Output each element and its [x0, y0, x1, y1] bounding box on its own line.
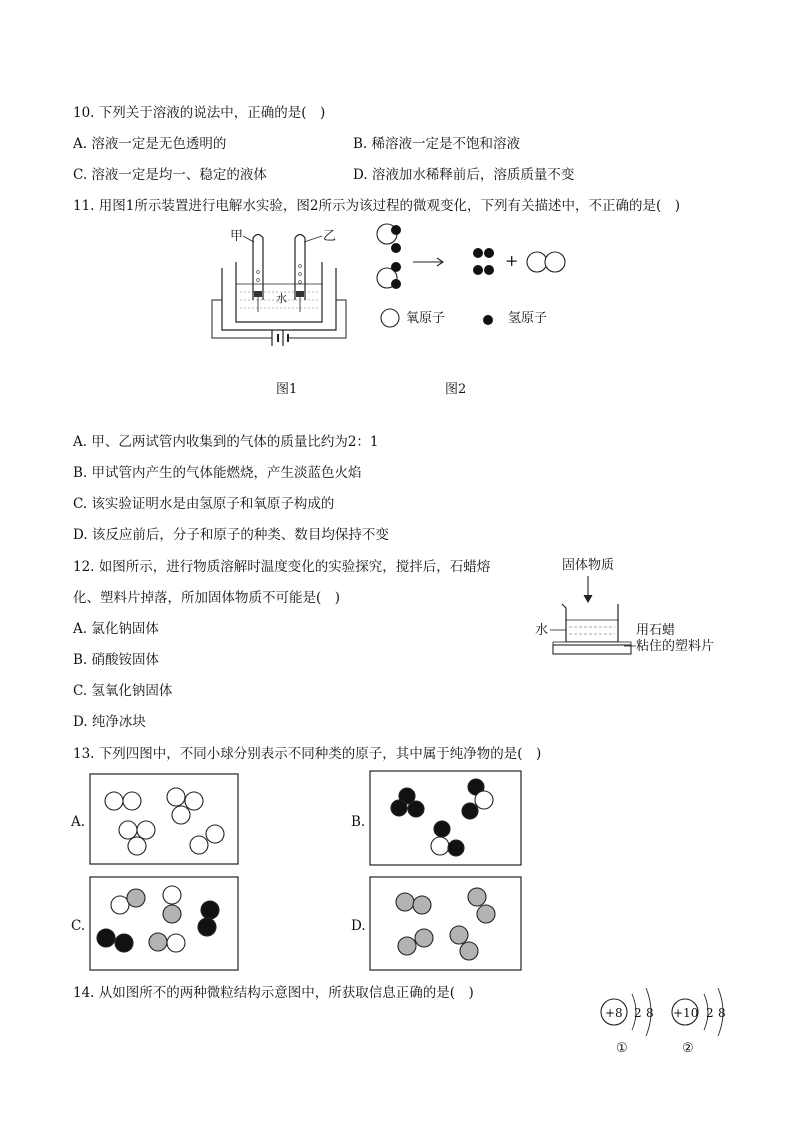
q13-label-d: D. [351, 918, 366, 934]
q12-stem-line2: 化、塑料片掉落，所加固体物质不可能是( ) [73, 590, 341, 606]
q12-option-a: A. 氯化钠固体 [73, 621, 159, 637]
q13-stem: 13. 下列四图中，不同小球分别表示不同种类的原子，其中属于纯净物的是( ) [73, 746, 542, 762]
q12-fig-water-label: 水 [535, 623, 549, 638]
q14-atom2-shell2: 8 [718, 1006, 726, 1020]
q11-fig1-caption: 图1 [276, 382, 298, 397]
q13-label-b: B. [351, 814, 366, 830]
q10-option-c: C. 溶液一定是均一、稳定的液体 [73, 167, 267, 183]
q11-fig2-plus: + [505, 251, 519, 270]
q11-fig2-caption: 图2 [445, 382, 467, 397]
q13-label-a: A. [71, 814, 86, 830]
q11-option-c: C. 该实验证明水是由氢原子和氧原子构成的 [73, 496, 335, 512]
q10-stem: 10. 下列关于溶液的说法中，正确的是( ) [73, 105, 326, 121]
q11-fig2-legend-hydrogen: 氢原子 [508, 311, 548, 326]
q12-fig-solid-label: 固体物质 [562, 558, 615, 573]
q14-atom2-nucleus: +10 [673, 1006, 699, 1020]
q14-atom1-shell2: 8 [646, 1006, 654, 1020]
q12-fig-wax-label-2: 粘住的塑料片 [636, 639, 715, 654]
q13-label-c: C. [71, 918, 86, 934]
q12-option-c: C. 氢氧化钠固体 [73, 683, 173, 699]
q14-atom1-shell1: 2 [634, 1006, 642, 1020]
q12-option-b: B. 硝酸铵固体 [73, 652, 160, 668]
q14-atom1-mark: ① [616, 1041, 628, 1056]
q12-option-d: D. 纯净冰块 [73, 714, 146, 730]
q11-option-a: A. 甲、乙两试管内收集到的气体的质量比约为2：1 [73, 434, 379, 450]
q14-atom2-mark: ② [682, 1041, 694, 1056]
q11-fig2-legend-oxygen: 氧原子 [406, 311, 446, 326]
q11-fig1-tube-left-label: 甲 [230, 229, 244, 244]
q10-option-a: A. 溶液一定是无色透明的 [73, 136, 227, 152]
q11-fig1-tube-right-label: 乙 [323, 229, 337, 244]
q12-stem-line1: 12. 如图所示，进行物质溶解时温度变化的实验探究，搅拌后，石蜡熔 [73, 559, 491, 575]
q12-fig-wax-label-1: 用石蜡 [636, 623, 676, 638]
q11-stem: 11. 用图1所示装置进行电解水实验，图2所示为该过程的微观变化，下列有关描述中，不正确的是( ) [73, 198, 680, 214]
q10-option-b: B. 稀溶液一定是不饱和溶液 [353, 136, 521, 152]
q11-fig1-water-label: 水 [276, 292, 287, 305]
q14-stem: 14. 从如图所不的两种微粒结构示意图中，所获取信息正确的是( ) [73, 985, 474, 1001]
q14-atom1-nucleus: +8 [605, 1006, 623, 1020]
q11-option-d: D. 该反应前后，分子和原子的种类、数目均保持不变 [73, 527, 389, 543]
q14-atom2-shell1: 2 [706, 1006, 714, 1020]
q11-option-b: B. 甲试管内产生的气体能燃烧，产生淡蓝色火焰 [73, 465, 362, 481]
q10-option-d: D. 溶液加水稀释前后，溶质质量不变 [353, 167, 575, 183]
